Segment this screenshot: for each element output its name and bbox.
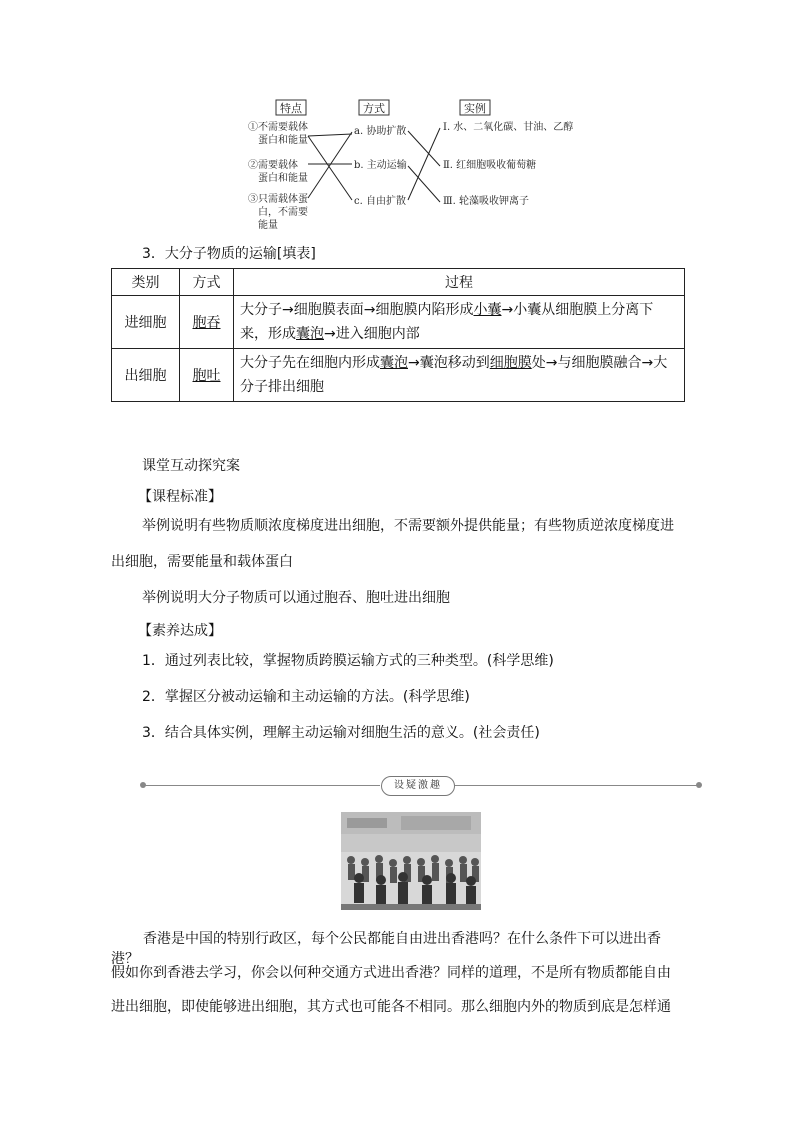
crowd-station-photo bbox=[341, 812, 481, 910]
row2-process bbox=[234, 349, 685, 402]
method-a: a. 协助扩散 bbox=[354, 126, 407, 137]
literacy-item-2: 2．掌握区分被动运输和主动运输的方法。(科学思维) bbox=[142, 689, 470, 705]
feature-3-line1: ③只需载体蛋 bbox=[248, 194, 308, 205]
row1-process bbox=[234, 296, 685, 349]
example-2: Ⅱ. 红细胞吸收葡萄糖 bbox=[443, 160, 537, 171]
standard-paragraph-1-cont: 出细胞，需要能量和载体蛋白 bbox=[111, 554, 293, 570]
section-badge: 设疑激趣 bbox=[381, 776, 455, 796]
macromolecule-transport-table bbox=[111, 268, 685, 402]
row2-process-text-3: 处→与细胞膜融合→大分子排出细胞 bbox=[240, 355, 668, 395]
transport-matching-diagram bbox=[240, 98, 600, 238]
feature-1-line2: 蛋白和能量 bbox=[258, 135, 308, 146]
header-method: 方式 bbox=[363, 102, 385, 115]
literacy-heading: 【素养达成】 bbox=[138, 623, 222, 639]
divider-left bbox=[143, 785, 380, 786]
row2-blank-2: 细胞膜 bbox=[489, 355, 532, 371]
header-feature: 特点 bbox=[280, 102, 302, 115]
feature-1-line1: ①不需要载体 bbox=[248, 122, 308, 133]
intro-line-1: 香港是中国的特别行政区，每个公民都能自由进出香港吗？在什么条件下可以进出香港？ bbox=[111, 931, 661, 967]
table-row bbox=[112, 349, 685, 402]
method-c: c. 自由扩散 bbox=[354, 196, 406, 207]
example-1: Ⅰ. 水、二氧化碳、甘油、乙醇 bbox=[443, 122, 574, 133]
example-3: Ⅲ. 轮藻吸收钾离子 bbox=[443, 196, 530, 207]
method-b: b. 主动运输 bbox=[354, 160, 407, 171]
link-f1-method-c bbox=[308, 134, 352, 136]
row2-category: 出细胞 bbox=[112, 349, 180, 402]
th-category: 类别 bbox=[112, 269, 180, 296]
section-3-title: 3．大分子物质的运输[填表] bbox=[142, 246, 316, 262]
standard-heading: 【课程标准】 bbox=[138, 489, 222, 505]
literacy-item-1: 1．通过列表比较，掌握物质跨膜运输方式的三种类型。(科学思维) bbox=[142, 653, 554, 669]
th-method: 方式 bbox=[180, 269, 234, 296]
row1-category: 进细胞 bbox=[112, 296, 180, 349]
feature-3-line2: 白，不需要 bbox=[258, 207, 308, 218]
row2-method bbox=[180, 349, 234, 402]
header-example: 实例 bbox=[464, 102, 486, 115]
row2-method-answer: 胞吐 bbox=[192, 368, 221, 384]
table-header-row bbox=[112, 269, 685, 296]
intro-line-3: 进出细胞，即使能够进出细胞，其方式也可能各不相同。那么细胞内外的物质到底是怎样通 bbox=[111, 999, 671, 1015]
literacy-item-3: 3．结合具体实例，理解主动运输对细胞生活的意义。(社会责任) bbox=[142, 725, 540, 741]
classroom-title: 课堂互动探究案 bbox=[142, 458, 240, 474]
divider-left-dot bbox=[140, 782, 146, 788]
standard-paragraph-1: 举例说明有些物质顺浓度梯度进出细胞，不需要额外提供能量；有些物质逆浓度梯度进 bbox=[142, 518, 674, 534]
row1-method-answer: 胞吞 bbox=[192, 315, 221, 331]
row1-blank-2: 囊泡 bbox=[296, 326, 324, 342]
row2-process-text-1: 大分子先在细胞内形成 bbox=[240, 355, 380, 371]
row1-process-text-3: →进入细胞内部 bbox=[324, 326, 420, 342]
link-a-ex2 bbox=[408, 131, 440, 166]
row1-blank-1: 小囊 bbox=[473, 302, 502, 318]
divider-right-dot bbox=[696, 782, 702, 788]
link-b-ex3 bbox=[408, 166, 440, 202]
table-row bbox=[112, 296, 685, 349]
link-f1-c bbox=[308, 136, 352, 200]
row1-process-text-2: →小囊从细胞膜上分离下来，形成 bbox=[240, 302, 654, 342]
feature-2-line1: ②需要载体 bbox=[248, 160, 298, 171]
feature-3-line3: 能量 bbox=[258, 220, 278, 231]
feature-2-line2: 蛋白和能量 bbox=[258, 173, 308, 184]
row2-blank-1: 囊泡 bbox=[380, 355, 408, 371]
row1-method bbox=[180, 296, 234, 349]
row1-process-text-1: 大分子→细胞膜表面→细胞膜内陷形成 bbox=[240, 302, 474, 318]
row2-process-text-2: →囊泡移动到 bbox=[408, 355, 490, 371]
standard-paragraph-2: 举例说明大分子物质可以通过胞吞、胞吐进出细胞 bbox=[142, 590, 450, 606]
link-f3-a bbox=[308, 132, 352, 198]
th-process: 过程 bbox=[234, 269, 685, 296]
divider-right bbox=[455, 785, 700, 786]
intro-line-2: 假如你到香港去学习，你会以何种交通方式进出香港？同样的道理，不是所有物质都能自由 bbox=[111, 965, 671, 981]
link-c-ex1 bbox=[408, 128, 440, 200]
